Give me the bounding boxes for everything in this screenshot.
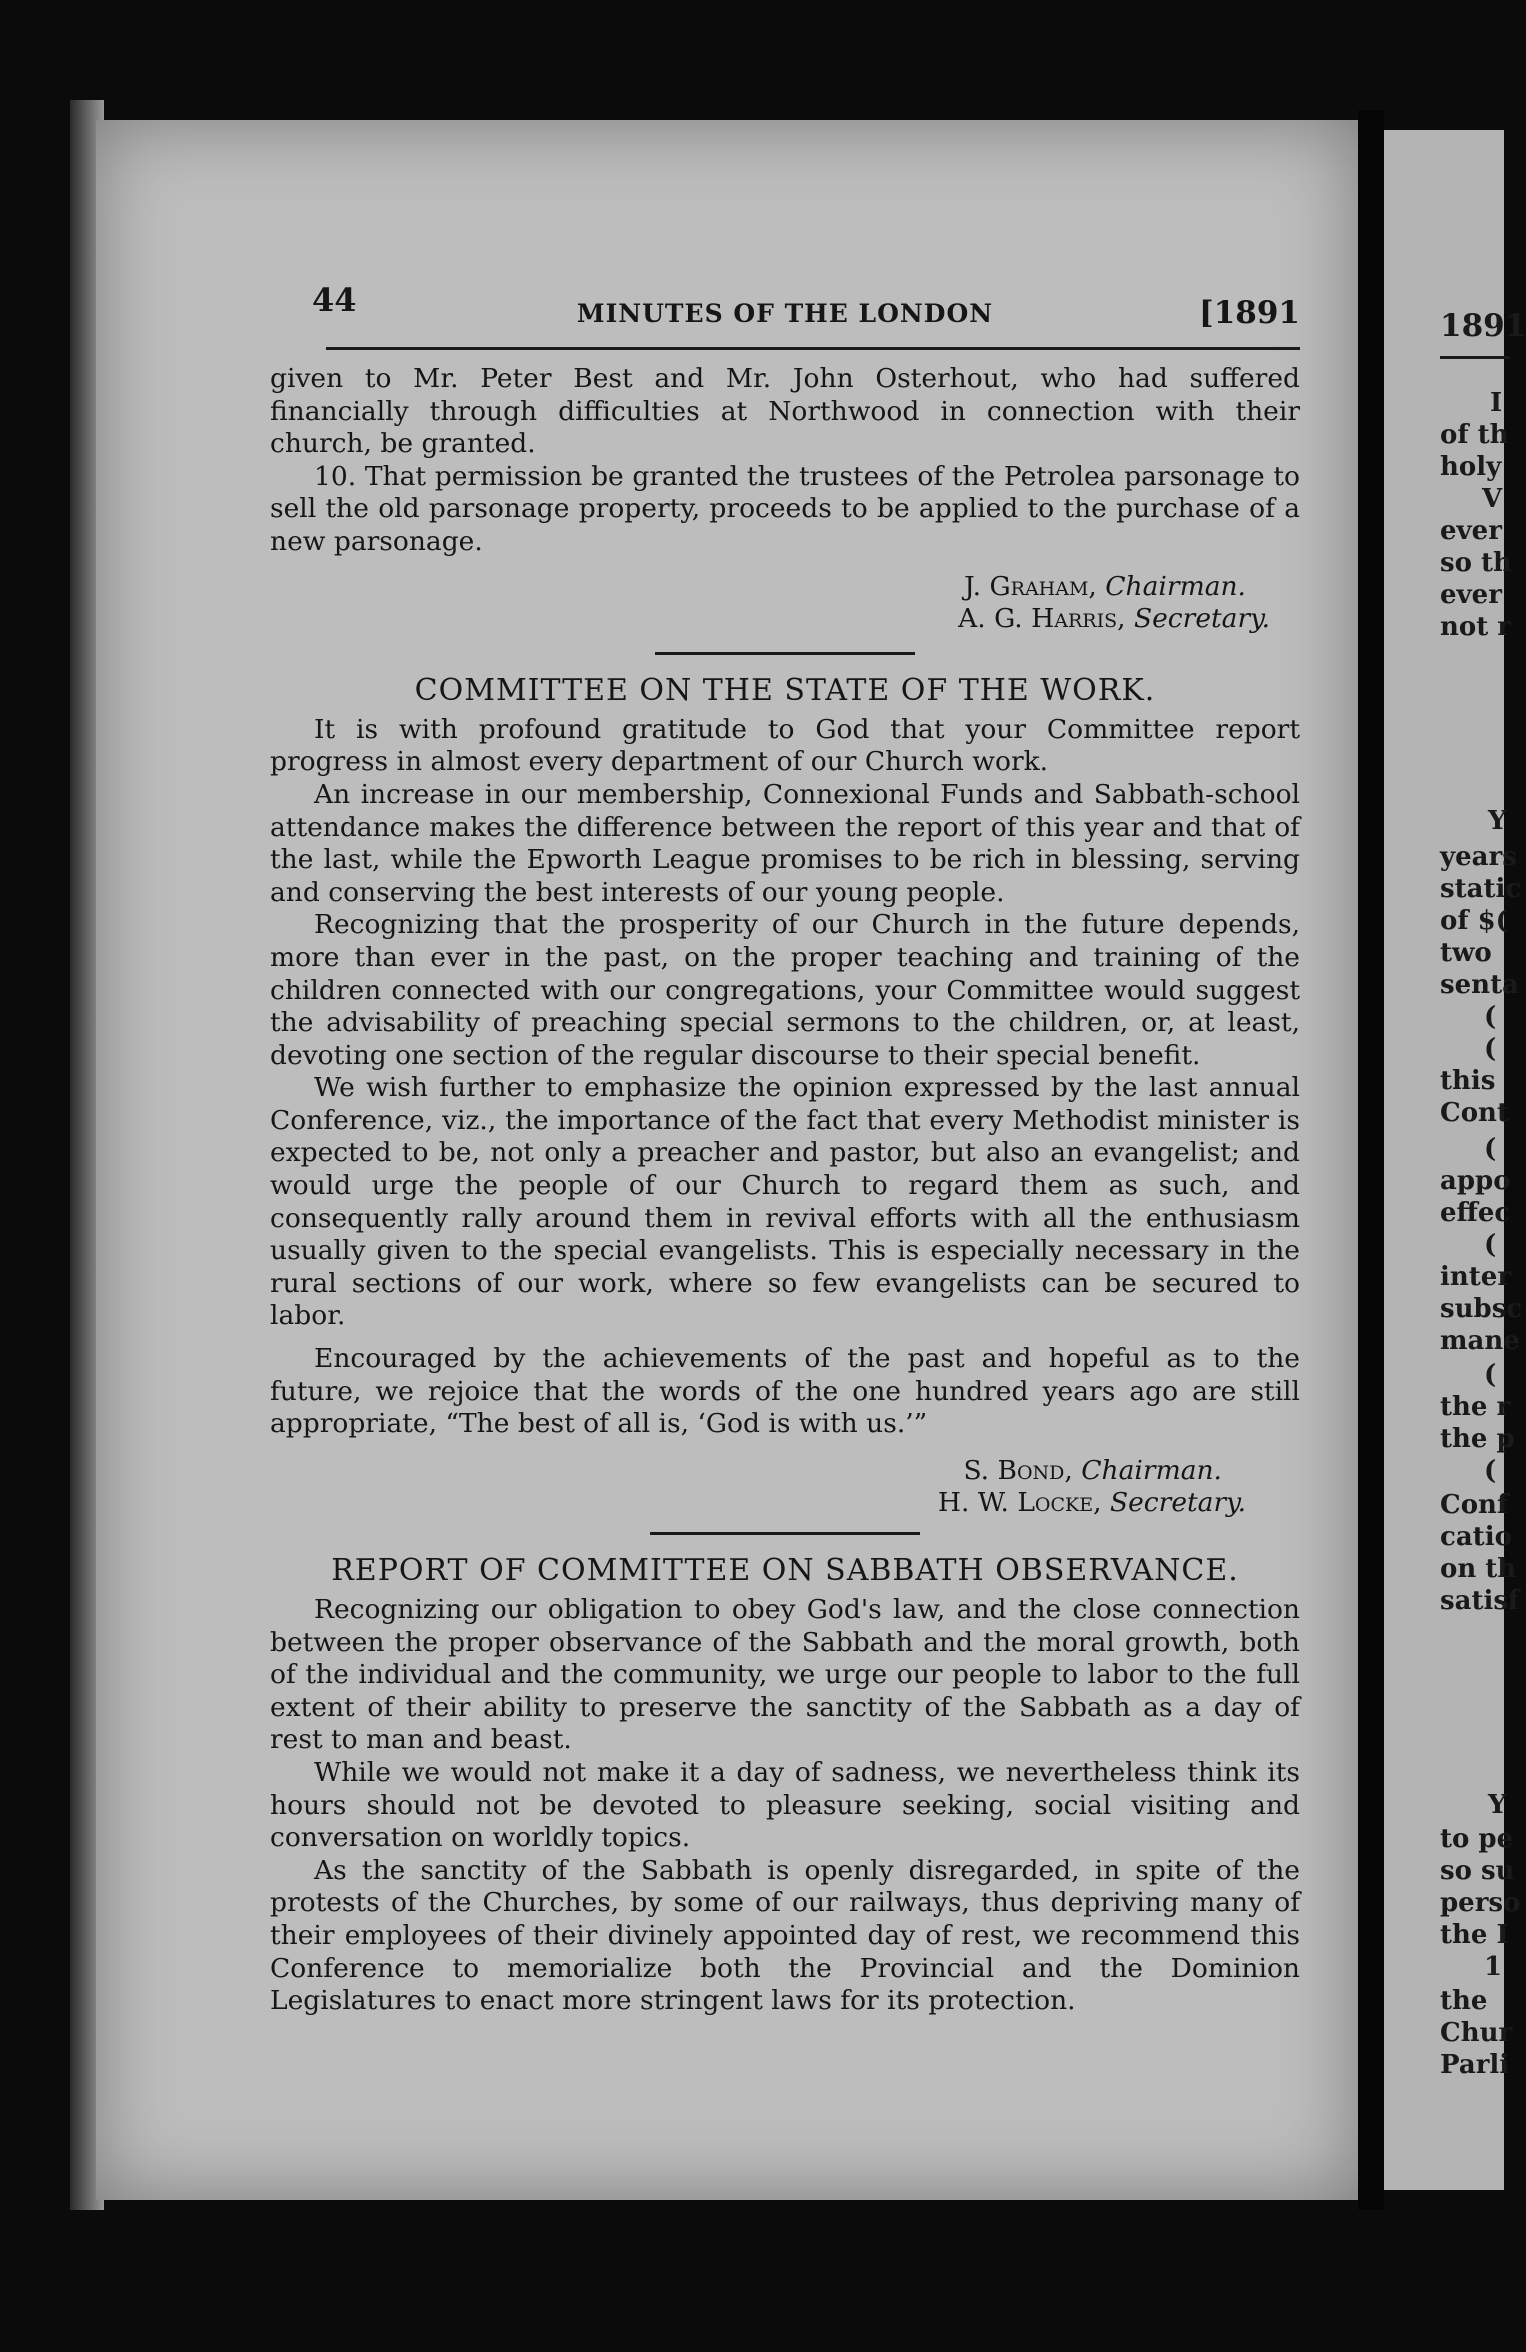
secretary-role: Secretary. [1109, 1487, 1246, 1519]
facing-fragment: subsc [1440, 1294, 1523, 1324]
facing-fragment: this [1440, 1066, 1496, 1096]
header-rule [326, 347, 1300, 350]
paragraph: An increase in our membership, Connexional Funds and Sabbath-school attendance makes the difference between the report of this year and that of the last, while the Epworth League promises to be rich in blessing, serving and conserving the best interests of our young people. [270, 778, 1300, 908]
paragraph: Encouraged by the achievements of the past and hopeful as to the future, we rejoice that the words of the one hundred years ago are still appropriate, “The best of all is, ‘God is with us.’” [270, 1343, 1300, 1440]
facing-fragment: Y [1488, 806, 1507, 836]
chairman-role: Chairman. [1081, 1454, 1222, 1486]
section-heading: COMMITTEE ON THE STATE OF THE WORK. [414, 672, 1156, 708]
facing-fragment: Conf [1440, 1490, 1509, 1520]
facing-fragment: not r [1440, 612, 1512, 642]
facing-fragment: to pe [1440, 1824, 1514, 1854]
facing-fragment: holy [1440, 452, 1502, 482]
paragraph: Recognizing that the prosperity of our Church in the future depends, more than ever in the past, on the proper teaching and training of the children connected with our congregations, your Committee would suggest the advisability of preaching special sermons to the children, or, at least, devoting one section of the regular discourse to their special benefit. [270, 909, 1300, 1071]
facing-fragment: ever [1440, 580, 1502, 610]
facing-fragment: effec [1440, 1198, 1511, 1228]
paragraph: Recognizing our obligation to obey God's law, and the close connection between the proper observance of the Sabbath and the moral growth, both of the individual and the community, we urge our people to labor to the full extent of their ability to preserve the sanctity of the Sabbath as a day of rest to man and beast. [270, 1594, 1300, 1756]
facing-fragment: Y [1488, 1790, 1507, 1820]
facing-fragment: V [1482, 484, 1503, 514]
facing-fragment: ever [1440, 516, 1502, 546]
facing-fragment: Chur [1440, 2018, 1513, 2048]
secretary-role: Secretary. [1133, 603, 1270, 635]
section-heading: REPORT OF COMMITTEE ON SABBATH OBSERVANCE. [331, 1553, 1239, 1588]
facing-fragment: the [1440, 1986, 1488, 2016]
paragraph: 10. That permission be granted the trustees of the Petrolea parsonage to sell the old parsonage property, proceeds to be applied to the purchase of a new parsonage. [270, 460, 1300, 557]
signature-block [270, 1455, 1246, 1520]
running-head [270, 265, 1300, 331]
facing-fragment: the p [1440, 1424, 1515, 1454]
facing-fragment: satisf [1440, 1586, 1520, 1616]
body-text [270, 363, 1300, 2018]
facing-head-rule [1440, 356, 1510, 359]
section-divider [650, 1532, 920, 1535]
facing-fragment: mane [1440, 1326, 1520, 1356]
facing-fragment: so su [1440, 1856, 1515, 1886]
facing-fragment: on th [1440, 1554, 1517, 1584]
paragraph: It is with profound gratitude to God that your Committee report progress in almost every department of our Church work. [270, 713, 1300, 778]
facing-fragment: ( [1484, 1230, 1497, 1260]
facing-fragment: so th [1440, 548, 1512, 578]
facing-fragment: of th [1440, 420, 1509, 450]
facing-fragment: ( [1484, 1034, 1497, 1064]
facing-fragment: years [1440, 842, 1517, 872]
facing-fragment: static [1440, 874, 1522, 904]
facing-fragment: Parli [1440, 2050, 1510, 2080]
facing-fragment: appo [1440, 1166, 1511, 1196]
chairman-name: S. Bond, [963, 1454, 1073, 1486]
facing-fragment: Cont [1440, 1098, 1509, 1128]
facing-fragment: ( [1484, 1002, 1497, 1032]
facing-fragment: 1 [1484, 1952, 1503, 1982]
facing-fragment: 1891 [1440, 308, 1526, 344]
secretary-name: A. G. Harris, [958, 603, 1126, 635]
section-divider [655, 652, 915, 655]
facing-fragment: perso [1440, 1888, 1521, 1918]
facing-fragment: inter [1440, 1262, 1512, 1292]
running-year: [1891 [1199, 295, 1300, 331]
book-gutter [1358, 110, 1384, 2210]
page-content [270, 265, 1300, 2017]
paragraph: given to Mr. Peter Best and Mr. John Osterhout, who had suffered financially through difficulties at Northwood in connection with their church, be granted. [270, 363, 1300, 460]
paragraph: While we would not make it a day of sadness, we nevertheless think its hours should not be devoted to pleasure seeking, social visiting and conversation on worldly topics. [270, 1756, 1300, 1854]
facing-fragment: two [1440, 938, 1492, 968]
chairman-name: J. Graham, [964, 570, 1097, 602]
secretary-line [270, 1487, 1246, 1520]
paragraph: We wish further to emphasize the opinion expressed by the last annual Conference, viz., the importance of the fact that every Methodist minister is expected to be, not only a preacher and pastor, but also an evangelist; and would urge the people of our Church to regard them as such, and consequently rally around them in revival efforts with all the enthusiasm usually given to the special evangelists. This is especially necessary in the rural sections of our work, where so few evangelists can be secured to labor. [270, 1072, 1300, 1332]
page-number: 44 [312, 281, 357, 319]
paragraph: As the sanctity of the Sabbath is openly disregarded, in spite of the protests of the Churches, by some of our railways, thus depriving many of their employees of their divinely appointed day of rest, we recommend this Conference to memorialize both the Provincial and the Dominion Legislatures to enact more stringent laws for its protection. [270, 1854, 1300, 2017]
secretary-name: H. W. Locke, [937, 1487, 1102, 1519]
facing-fragment: senta [1440, 970, 1519, 1000]
running-title: MINUTES OF THE LONDON [576, 299, 994, 328]
facing-fragment: ( [1484, 1456, 1497, 1486]
facing-fragment: I [1490, 388, 1503, 418]
chairman-role: Chairman. [1105, 570, 1246, 602]
facing-fragment: the I [1440, 1920, 1509, 1950]
facing-fragment: ( [1484, 1134, 1497, 1164]
secretary-line [270, 603, 1270, 636]
signature-block [270, 570, 1270, 636]
facing-fragment: catio [1440, 1522, 1512, 1552]
chairman-line [270, 571, 1246, 604]
facing-fragment: ( [1484, 1360, 1497, 1390]
chairman-line [270, 1455, 1222, 1488]
facing-page [1384, 130, 1526, 2190]
facing-fragment: of $( [1440, 906, 1508, 936]
facing-fragment: the r [1440, 1392, 1511, 1422]
